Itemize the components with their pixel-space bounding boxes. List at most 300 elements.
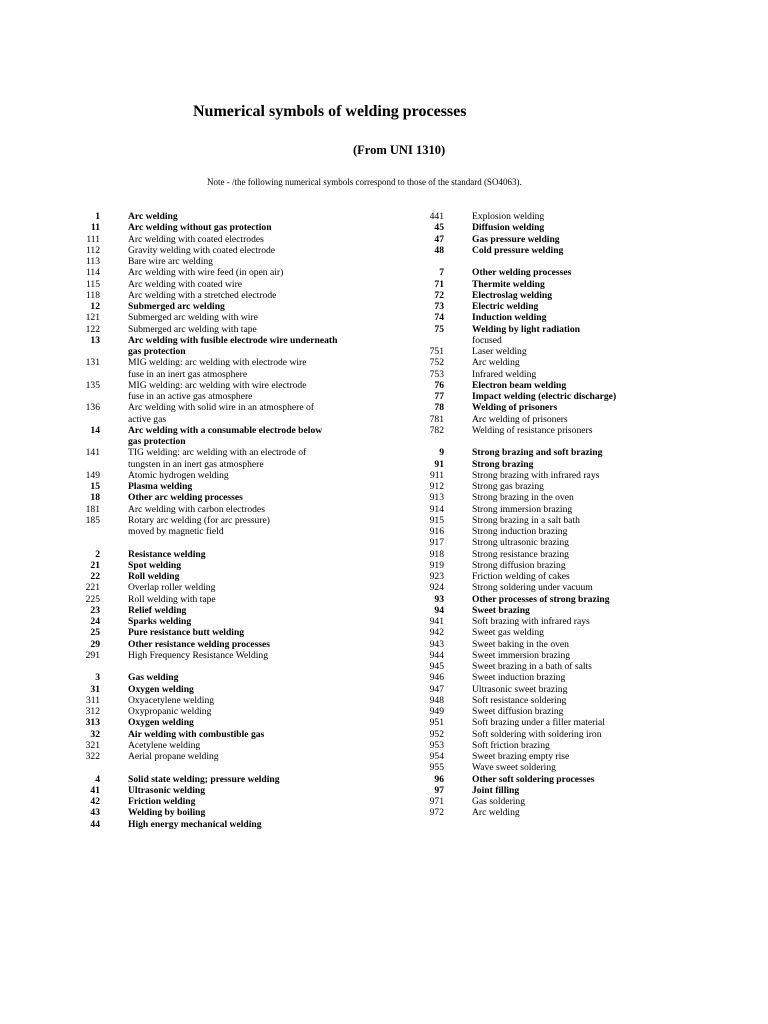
section-spacer xyxy=(418,436,728,447)
process-entry xyxy=(418,627,728,638)
process-entry xyxy=(74,560,374,571)
process-entry-continuation xyxy=(74,526,374,537)
process-code: 944 xyxy=(429,649,444,661)
process-name: Gravity welding with coated electrode xyxy=(128,244,276,256)
process-code: 291 xyxy=(85,649,100,661)
process-code: 753 xyxy=(429,368,444,380)
process-code: 93 xyxy=(434,593,444,605)
process-code: 14 xyxy=(90,424,100,436)
process-name: Gas soldering xyxy=(472,796,526,807)
process-entry xyxy=(74,650,374,661)
process-entry-continuation xyxy=(74,346,374,357)
process-name: gas protection xyxy=(128,346,186,357)
process-name: Arc welding xyxy=(128,211,178,222)
process-code: 96 xyxy=(434,773,444,785)
process-name: Submerged arc welding with wire xyxy=(128,312,258,324)
process-code: 313 xyxy=(85,717,100,729)
process-entry xyxy=(74,571,374,582)
process-entry xyxy=(74,402,374,413)
process-name: Other welding processes xyxy=(472,267,572,279)
page-title: Numerical symbols of welding processes xyxy=(193,103,467,120)
process-code: 131 xyxy=(85,357,100,369)
process-name: Gas pressure welding xyxy=(472,233,560,245)
process-code: 12 xyxy=(90,301,100,312)
process-entry xyxy=(74,245,374,256)
process-code: 181 xyxy=(85,503,100,515)
process-code: 94 xyxy=(434,604,444,616)
process-name: MIG welding: arc welding with wire electrode xyxy=(128,379,307,391)
process-code: 111 xyxy=(86,233,100,245)
process-entry xyxy=(74,425,374,436)
process-name: Bare wire arc welding xyxy=(128,256,213,267)
process-code: 924 xyxy=(429,582,444,594)
process-entry-continuation xyxy=(74,391,374,402)
process-entry xyxy=(418,751,728,762)
process-name: Laser welding xyxy=(472,346,527,357)
process-entry xyxy=(74,481,374,492)
process-name: High Frequency Resistance Welding xyxy=(128,649,268,661)
process-code: 915 xyxy=(429,514,444,526)
process-entry xyxy=(418,616,728,627)
process-code: 48 xyxy=(434,244,444,256)
process-name: Wave sweet soldering xyxy=(472,762,556,774)
process-code: 311 xyxy=(85,694,100,706)
process-entry-continuation xyxy=(74,459,374,470)
process-code: 97 xyxy=(434,784,444,796)
process-entry xyxy=(418,785,728,796)
process-code: 972 xyxy=(429,807,444,819)
process-code: 24 xyxy=(90,616,100,627)
process-entry xyxy=(74,616,374,627)
process-name: Sweet baking in the oven xyxy=(472,638,569,650)
process-entry xyxy=(418,515,728,526)
process-entry xyxy=(418,267,728,278)
process-entry xyxy=(74,357,374,368)
process-name: Oxygen welding xyxy=(128,717,194,729)
process-entry xyxy=(418,571,728,582)
process-entry xyxy=(418,290,728,301)
process-entry xyxy=(418,414,728,425)
process-code: 45 xyxy=(434,222,444,234)
process-name: Roll welding with tape xyxy=(128,593,216,605)
section-spacer xyxy=(74,661,374,672)
process-entry xyxy=(74,380,374,391)
process-code: 115 xyxy=(85,278,100,290)
process-name: Sweet brazing in a bath of salts xyxy=(472,661,592,672)
process-entry-continuation xyxy=(74,436,374,447)
process-entry xyxy=(74,492,374,503)
process-name: Arc welding with coated electrodes xyxy=(128,233,264,245)
process-code: 751 xyxy=(429,346,444,357)
process-entry xyxy=(418,447,728,458)
process-name: Overlap roller welding xyxy=(128,582,216,594)
process-code: 7 xyxy=(439,267,444,279)
process-code: 919 xyxy=(429,559,444,571)
process-code: 953 xyxy=(429,739,444,751)
section-spacer xyxy=(418,256,728,267)
process-code: 441 xyxy=(429,211,444,222)
process-entry xyxy=(418,481,728,492)
process-entry xyxy=(418,504,728,515)
process-code: 13 xyxy=(90,334,100,346)
process-entry xyxy=(74,290,374,301)
process-entry xyxy=(418,695,728,706)
process-code: 914 xyxy=(429,503,444,515)
left-column xyxy=(74,211,374,830)
process-name: Strong brazing xyxy=(472,458,534,470)
process-entry xyxy=(74,267,374,278)
process-name: Relief welding xyxy=(128,604,187,616)
process-name: Welding by light radiation xyxy=(472,323,580,335)
process-entry xyxy=(74,515,374,526)
process-name: Strong resistance brazing xyxy=(472,548,569,560)
process-code: 74 xyxy=(434,312,444,324)
process-code: 917 xyxy=(429,537,444,549)
process-code: 942 xyxy=(429,627,444,639)
process-entry xyxy=(74,819,374,830)
process-name: Other arc welding processes xyxy=(128,492,243,504)
process-code: 71 xyxy=(434,278,444,290)
process-code xyxy=(74,414,100,425)
process-entry xyxy=(418,582,728,593)
process-entry xyxy=(74,774,374,785)
process-entry xyxy=(74,222,374,233)
process-name: active gas xyxy=(128,413,167,425)
process-code xyxy=(74,391,100,402)
process-code: 312 xyxy=(85,706,100,717)
process-name: Oxypropanic welding xyxy=(128,706,212,717)
process-name: Strong brazing in the oven xyxy=(472,492,574,504)
process-code: 72 xyxy=(434,289,444,301)
process-name: Arc welding xyxy=(472,807,520,819)
process-name: Oxyacetylene welding xyxy=(128,694,215,706)
process-code: 25 xyxy=(90,627,100,639)
process-name: Friction welding xyxy=(128,796,196,807)
process-name: Submerged arc welding with tape xyxy=(128,323,257,335)
process-name: focused xyxy=(472,334,502,346)
process-code: 781 xyxy=(429,413,444,425)
process-entry xyxy=(418,346,728,357)
process-name: Strong induction brazing xyxy=(472,526,568,537)
process-name: Acetylene welding xyxy=(128,739,201,751)
process-name: Sweet diffusion brazing xyxy=(472,706,564,717)
process-name: Arc welding with solid wire in an atmosphere of xyxy=(128,402,314,414)
process-name: Arc welding with a stretched electrode xyxy=(128,289,277,301)
process-entry xyxy=(418,357,728,368)
standard-note: Note - /the following numerical symbols correspond to those of the standard (SO4063). xyxy=(207,177,522,187)
process-entry-continuation xyxy=(418,335,728,346)
process-entry xyxy=(418,729,728,740)
process-code: 43 xyxy=(90,807,100,819)
process-name: Arc welding without gas protection xyxy=(128,222,272,234)
process-name: Joint filling xyxy=(472,784,520,796)
process-name: Arc welding xyxy=(472,357,520,369)
process-code xyxy=(74,526,100,537)
process-name: Sweet immersion brazing xyxy=(472,649,571,661)
process-name: Pure resistance butt welding xyxy=(128,627,245,639)
process-entry xyxy=(418,639,728,650)
process-entry xyxy=(74,706,374,717)
process-name: Submerged arc welding xyxy=(128,301,225,312)
process-entry xyxy=(74,605,374,616)
process-entry xyxy=(418,807,728,818)
process-name: Cold pressure welding xyxy=(472,244,564,256)
process-code: 225 xyxy=(85,593,100,605)
process-name: Sweet gas welding xyxy=(472,627,544,639)
process-code: 2 xyxy=(95,548,100,560)
process-name: Aerial propane welding xyxy=(128,751,219,762)
process-code: 29 xyxy=(90,638,100,650)
process-entry xyxy=(74,335,374,346)
process-code: 782 xyxy=(429,424,444,436)
process-name: Impact welding (electric discharge) xyxy=(472,391,617,402)
process-name: Spot welding xyxy=(128,559,182,571)
process-name: High energy mechanical welding xyxy=(128,818,262,830)
process-code: 73 xyxy=(434,301,444,312)
process-name: Sweet induction brazing xyxy=(472,672,566,684)
process-entry xyxy=(418,526,728,537)
process-code: 21 xyxy=(90,559,100,571)
process-entry xyxy=(418,740,728,751)
process-name: Ultrasonic welding xyxy=(128,784,206,796)
process-entry xyxy=(418,650,728,661)
process-entry xyxy=(418,717,728,728)
process-code: 91 xyxy=(434,458,444,470)
process-entry xyxy=(74,447,374,458)
process-entry xyxy=(74,234,374,245)
process-code: 77 xyxy=(434,391,444,402)
process-entry xyxy=(74,582,374,593)
process-code: 941 xyxy=(429,616,444,627)
process-code: 44 xyxy=(90,818,100,830)
process-code: 118 xyxy=(85,289,100,301)
process-entry xyxy=(74,312,374,323)
process-code: 1 xyxy=(95,211,100,222)
process-entry xyxy=(74,470,374,481)
process-code xyxy=(74,436,100,447)
process-name: Atomic hydrogen welding xyxy=(128,469,229,481)
process-code: 113 xyxy=(85,256,100,267)
process-entry xyxy=(418,279,728,290)
page-subtitle: (From UNI 1310) xyxy=(353,143,446,157)
process-name: Welding of prisoners xyxy=(472,402,558,414)
process-name: Other resistance welding processes xyxy=(128,638,271,650)
process-code: 221 xyxy=(85,582,100,594)
process-code: 23 xyxy=(90,604,100,616)
process-entry xyxy=(418,425,728,436)
process-code: 11 xyxy=(90,222,100,234)
process-entry xyxy=(74,627,374,638)
process-name: Electron beam welding xyxy=(472,379,567,391)
process-code: 322 xyxy=(85,751,100,762)
process-name: Ultrasonic sweet brazing xyxy=(472,683,568,695)
process-name: Arc welding with a consumable electrode below xyxy=(128,424,323,436)
process-entry xyxy=(418,211,728,222)
process-name: Air welding with combustible gas xyxy=(128,728,265,740)
process-name: Arc welding with fusible electrode wire underneath xyxy=(128,334,338,346)
process-name: Strong brazing in a salt bath xyxy=(472,514,580,526)
process-entry xyxy=(74,211,374,222)
process-entry xyxy=(418,324,728,335)
process-name: Arc welding of prisoners xyxy=(472,413,568,425)
process-entry xyxy=(418,380,728,391)
process-name: Other soft soldering processes xyxy=(472,773,595,785)
process-code: 947 xyxy=(429,683,444,695)
process-entry xyxy=(74,279,374,290)
process-entry xyxy=(74,639,374,650)
process-name: Rotary arc welding (for arc pressure) xyxy=(128,514,270,526)
process-entry xyxy=(74,684,374,695)
process-code: 121 xyxy=(85,312,100,324)
process-entry xyxy=(418,774,728,785)
process-code: 42 xyxy=(90,796,100,807)
process-name: Solid state welding; pressure welding xyxy=(128,773,280,785)
process-code: 952 xyxy=(429,728,444,740)
process-name: fuse in an inert gas atmosphere xyxy=(128,368,248,380)
process-entry xyxy=(74,672,374,683)
process-name: Explosion welding xyxy=(472,211,545,222)
process-code xyxy=(74,459,100,470)
process-code xyxy=(74,346,100,357)
process-code: 955 xyxy=(429,762,444,774)
process-code: 76 xyxy=(434,379,444,391)
process-name: Soft resistance soldering xyxy=(472,694,567,706)
process-entry xyxy=(418,706,728,717)
process-entry xyxy=(74,504,374,515)
process-entry-continuation xyxy=(74,414,374,425)
process-name: Infrared welding xyxy=(472,368,537,380)
process-name: Resistance welding xyxy=(128,548,206,560)
process-name: MIG welding: arc welding with electrode wire xyxy=(128,357,307,369)
process-name: Strong brazing with infrared rays xyxy=(472,469,600,481)
process-code: 3 xyxy=(95,672,100,684)
process-name: Electroslag welding xyxy=(472,289,553,301)
process-name: Gas welding xyxy=(128,672,179,684)
process-code: 946 xyxy=(429,672,444,684)
process-name: Soft friction brazing xyxy=(472,739,550,751)
process-name: Diffusion welding xyxy=(472,222,545,234)
process-name: tungsten in an inert gas atmosphere xyxy=(128,458,264,470)
process-entry xyxy=(418,234,728,245)
section-spacer xyxy=(74,537,374,548)
process-code: 31 xyxy=(90,683,100,695)
process-name: Arc welding with carbon electrodes xyxy=(128,503,265,515)
process-entry xyxy=(418,684,728,695)
process-name: Soft brazing under a filler material xyxy=(472,717,605,729)
process-name: Plasma welding xyxy=(128,481,193,492)
process-code: 78 xyxy=(434,402,444,414)
process-code: 916 xyxy=(429,526,444,537)
process-entry xyxy=(74,796,374,807)
process-name: Soft soldering with soldering iron xyxy=(472,728,602,740)
process-entry xyxy=(74,549,374,560)
process-name: Soft brazing with infrared rays xyxy=(472,616,590,627)
process-name: Roll welding xyxy=(128,571,180,582)
process-entry xyxy=(74,324,374,335)
process-name: Electric welding xyxy=(472,301,539,312)
process-entry xyxy=(418,492,728,503)
process-entry xyxy=(418,301,728,312)
process-name: Sweet brazing empty rise xyxy=(472,751,570,762)
process-entry xyxy=(74,717,374,728)
process-entry xyxy=(418,312,728,323)
process-code: 18 xyxy=(90,492,100,504)
process-code: 949 xyxy=(429,706,444,717)
process-code: 4 xyxy=(95,773,100,785)
process-name: Friction welding of cakes xyxy=(472,571,570,582)
process-code: 47 xyxy=(434,233,444,245)
process-code xyxy=(74,369,100,380)
process-name: Welding by boiling xyxy=(128,807,206,819)
process-code: 122 xyxy=(85,323,100,335)
process-entry xyxy=(418,245,728,256)
process-code: 951 xyxy=(429,717,444,729)
process-entry-continuation xyxy=(74,369,374,380)
process-code: 136 xyxy=(85,402,100,414)
process-entry xyxy=(74,729,374,740)
process-entry xyxy=(418,369,728,380)
process-code: 9 xyxy=(439,447,444,459)
process-name: Thermite welding xyxy=(472,278,545,290)
process-code: 112 xyxy=(85,244,100,256)
process-code: 943 xyxy=(429,638,444,650)
process-code: 22 xyxy=(90,571,100,582)
process-entry xyxy=(74,695,374,706)
process-entry xyxy=(418,605,728,616)
process-code: 41 xyxy=(90,784,100,796)
process-code xyxy=(418,335,444,346)
process-entry xyxy=(74,256,374,267)
process-code: 971 xyxy=(429,796,444,807)
process-name: moved by magnetic field xyxy=(128,526,224,537)
process-entry xyxy=(418,796,728,807)
process-entry xyxy=(418,537,728,548)
process-code: 149 xyxy=(85,469,100,481)
process-entry xyxy=(418,391,728,402)
process-entry xyxy=(74,740,374,751)
process-code: 948 xyxy=(429,694,444,706)
process-entry xyxy=(74,594,374,605)
process-name: Induction welding xyxy=(472,312,547,324)
process-entry xyxy=(418,549,728,560)
process-code: 141 xyxy=(85,447,100,459)
process-entry xyxy=(418,402,728,413)
process-code: 32 xyxy=(90,728,100,740)
process-name: gas protection xyxy=(128,436,186,447)
process-entry xyxy=(418,672,728,683)
process-code: 15 xyxy=(90,481,100,492)
process-name: Strong gas brazing xyxy=(472,481,544,492)
process-name: Strong diffusion brazing xyxy=(472,559,566,571)
process-entry xyxy=(74,785,374,796)
process-entry xyxy=(418,661,728,672)
process-entry xyxy=(418,459,728,470)
right-column xyxy=(418,211,728,819)
process-code: 954 xyxy=(429,751,444,762)
process-entry xyxy=(74,751,374,762)
process-code: 752 xyxy=(429,357,444,369)
process-name: fuse in an active gas atmosphere xyxy=(128,391,253,402)
process-code: 114 xyxy=(85,267,100,279)
process-name: Welding of resistance prisoners xyxy=(472,424,593,436)
process-code: 911 xyxy=(429,469,444,481)
process-entry xyxy=(418,560,728,571)
section-spacer xyxy=(74,762,374,773)
process-name: TIG welding: arc welding with an electrode of xyxy=(128,447,307,459)
process-code: 75 xyxy=(434,323,444,335)
process-code: 918 xyxy=(429,548,444,560)
process-code: 185 xyxy=(85,514,100,526)
